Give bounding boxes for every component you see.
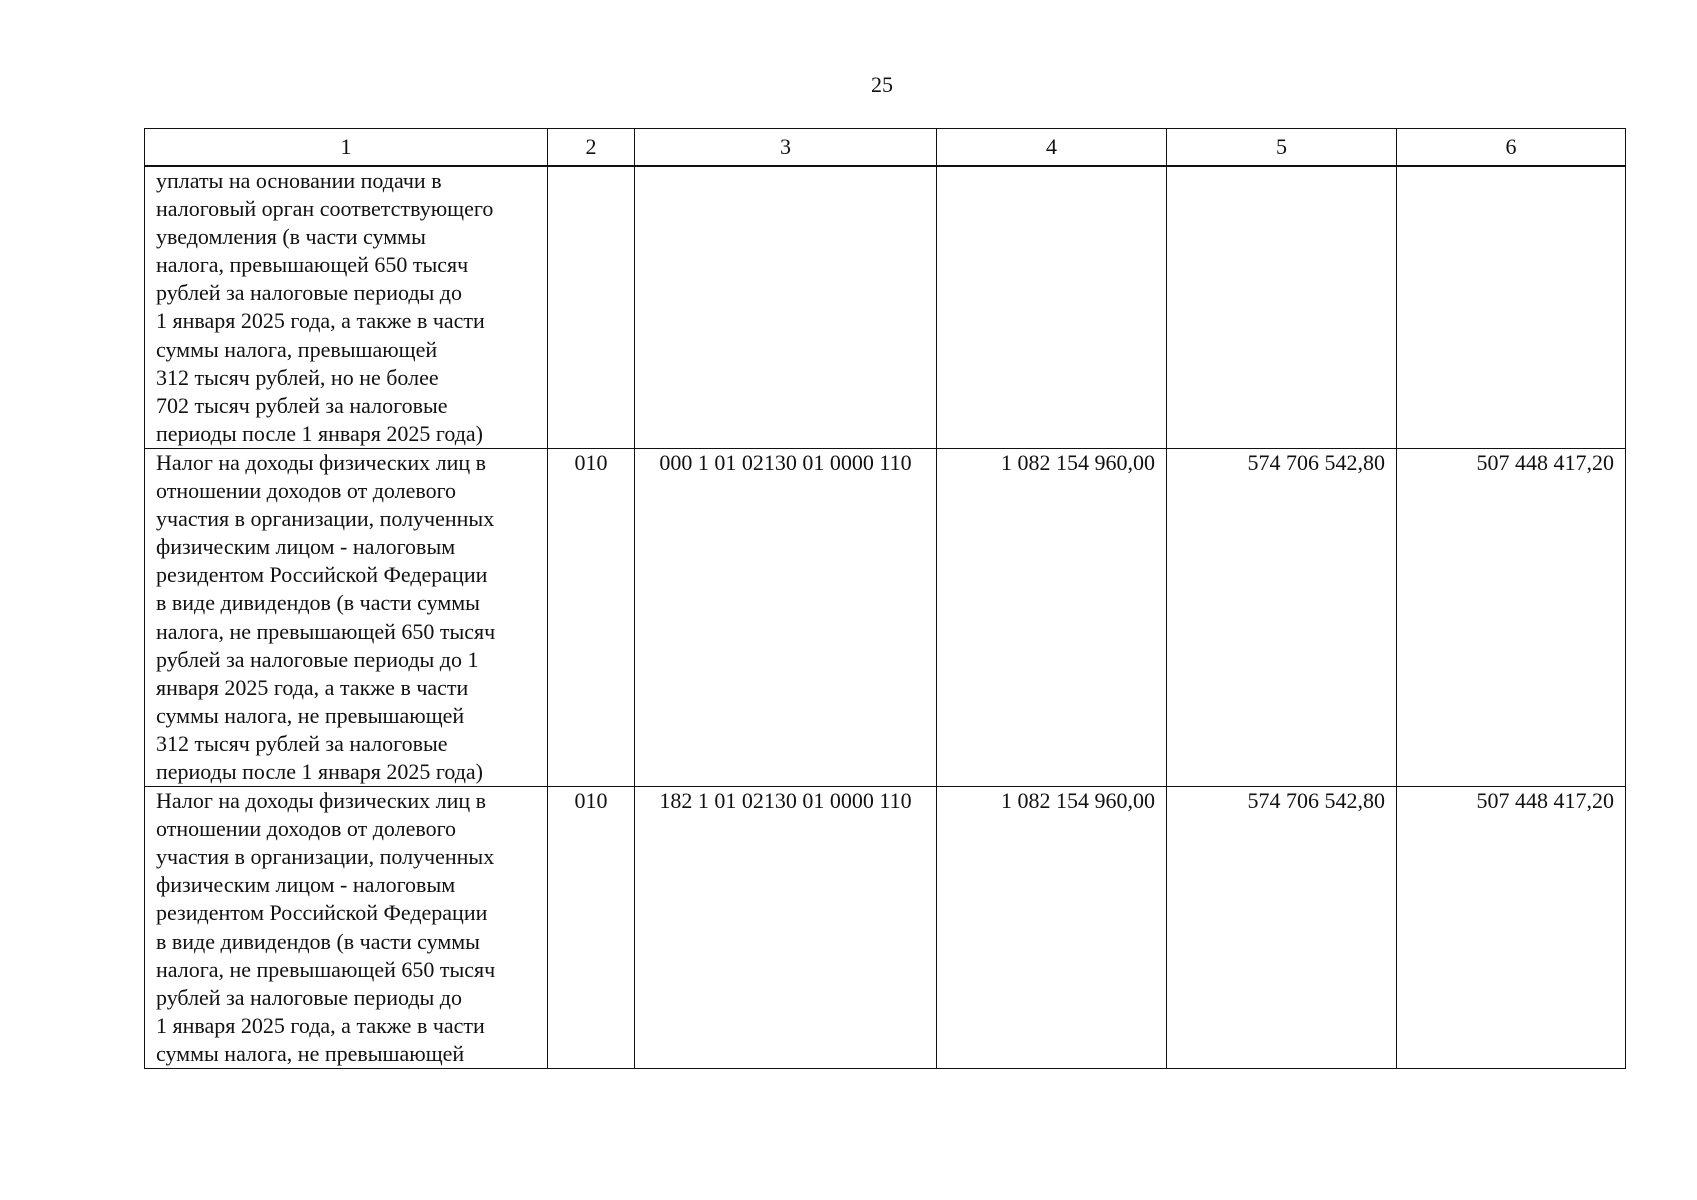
table-row [145, 787, 1626, 1069]
revenue-name-line: резидентом Российской Федерации [156, 900, 488, 926]
revenue-name-line: суммы налога, превышающей [156, 336, 438, 362]
line-code-cell: 010 [548, 787, 635, 1069]
revenue-name-line: рублей за налоговые периоды до 1 [156, 646, 479, 672]
revenue-name-line: уплаты на основании подачи в [156, 168, 442, 193]
revenue-name-line: отношении доходов от долевого [156, 478, 457, 504]
revenue-name-line: 312 тысяч рублей, но не более [156, 364, 439, 390]
revenue-name-line: отношении доходов от долевого [156, 816, 457, 842]
header-col-6: 6 [1397, 129, 1626, 167]
revenue-name-cell [145, 448, 548, 786]
revenue-name-line: налоговый орган соответствующего [156, 196, 494, 222]
amount-col-4-cell [937, 166, 1167, 448]
amount-col-5-cell: 574 706 542,80 [1167, 448, 1397, 786]
revenue-table [144, 128, 1626, 1069]
budget-code-cell [635, 166, 937, 448]
amount-col-6-cell: 507 448 417,20 [1397, 448, 1626, 786]
table-row [145, 448, 1626, 786]
revenue-name-line: уведомления (в части суммы [156, 224, 426, 250]
header-col-5: 5 [1167, 129, 1397, 167]
budget-code-cell: 000 1 01 02130 01 0000 110 [635, 448, 937, 786]
revenue-name-line: 702 тысяч рублей за налоговые [156, 392, 448, 418]
table-row [145, 166, 1626, 448]
amount-col-5-cell: 574 706 542,80 [1167, 787, 1397, 1069]
revenue-name-line: налога, превышающей 650 тысяч [156, 252, 469, 278]
budget-code-cell: 182 1 01 02130 01 0000 110 [635, 787, 937, 1069]
header-col-4: 4 [937, 129, 1167, 167]
header-col-1: 1 [145, 129, 548, 167]
revenue-name-line: 312 тысяч рублей за налоговые [156, 730, 448, 756]
revenue-name-line: суммы налога, не превышающей [156, 702, 465, 728]
line-code-cell: 010 [548, 448, 635, 786]
revenue-name-line: 1 января 2025 года, а также в части [156, 308, 485, 334]
revenue-name-line: рублей за налоговые периоды до [156, 280, 463, 306]
line-code-cell [548, 166, 635, 448]
revenue-name-line: налога, не превышающей 650 тысяч [156, 618, 496, 644]
revenue-name-cell [145, 787, 548, 1069]
page-number: 25 [871, 72, 893, 97]
revenue-name-line: периоды после 1 января 2025 года) [156, 758, 483, 784]
revenue-name-line: 1 января 2025 года, а также в части [156, 1012, 485, 1038]
header-row [145, 129, 1626, 167]
amount-col-5-cell [1167, 166, 1397, 448]
table-body [145, 166, 1626, 1069]
revenue-name-line: Налог на доходы физических лиц в [156, 788, 487, 814]
revenue-name-line: участия в организации, полученных [156, 506, 495, 532]
revenue-name-line: рублей за налоговые периоды до [156, 984, 463, 1010]
revenue-name-line: Налог на доходы физических лиц в [156, 449, 487, 475]
revenue-name-line: резидентом Российской Федерации [156, 562, 488, 588]
revenue-name-line: физическим лицом - налоговым [156, 872, 456, 898]
amount-col-6-cell: 507 448 417,20 [1397, 787, 1626, 1069]
revenue-name-line: суммы налога, не превышающей [156, 1040, 465, 1066]
revenue-name-cell [145, 166, 548, 448]
header-col-2: 2 [548, 129, 635, 167]
amount-col-4-cell: 1 082 154 960,00 [937, 448, 1167, 786]
revenue-name-line: января 2025 года, а также в части [156, 674, 469, 700]
amount-col-4-cell: 1 082 154 960,00 [937, 787, 1167, 1069]
revenue-name-line: в виде дивидендов (в части суммы [156, 590, 480, 616]
revenue-name-line: физическим лицом - налоговым [156, 534, 456, 560]
table-header [145, 129, 1626, 167]
revenue-name-line: периоды после 1 января 2025 года) [156, 420, 483, 446]
revenue-name-line: участия в организации, полученных [156, 844, 495, 870]
revenue-name-line: в виде дивидендов (в части суммы [156, 928, 480, 954]
header-col-3: 3 [635, 129, 937, 167]
amount-col-6-cell [1397, 166, 1626, 448]
revenue-name-line: налога, не превышающей 650 тысяч [156, 956, 496, 982]
